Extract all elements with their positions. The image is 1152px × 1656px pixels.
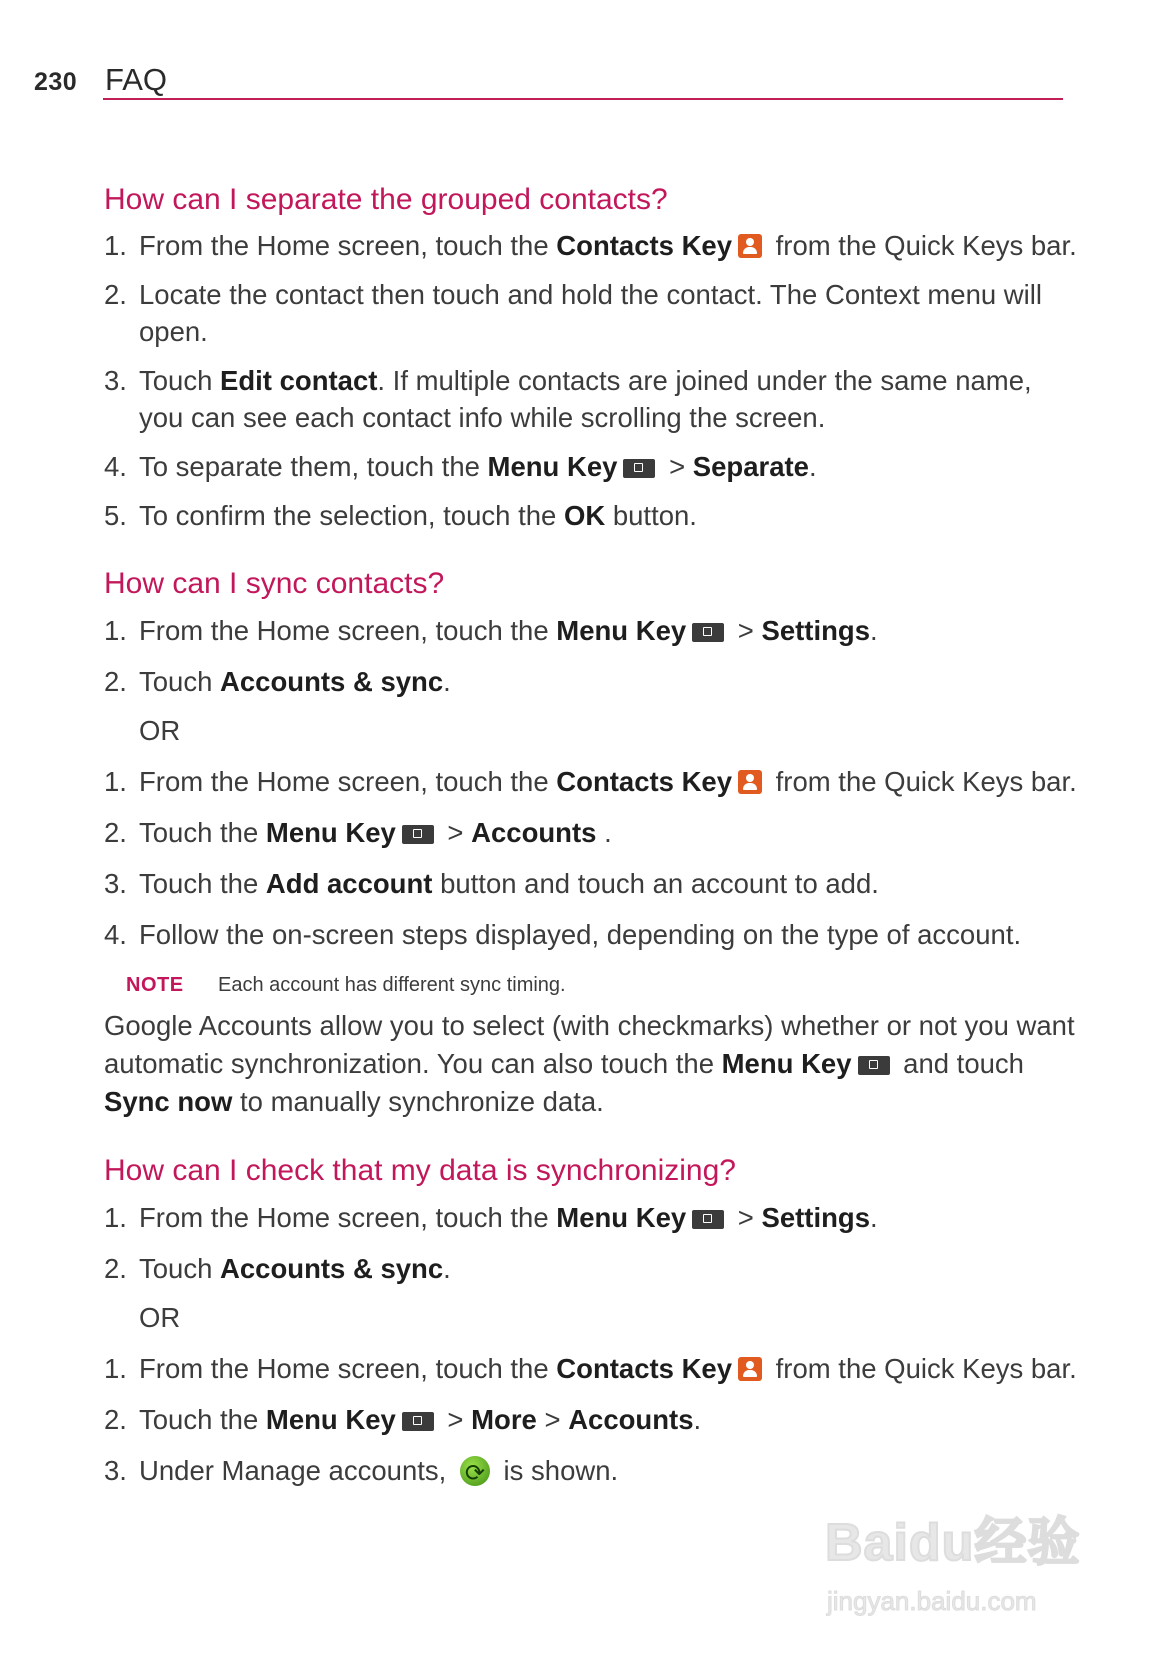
step-item: 1. From the Home screen, touch the Menu Key > Settings. bbox=[104, 615, 878, 646]
contacts-key-icon bbox=[738, 770, 762, 794]
steps-list-alt bbox=[104, 1350, 1079, 1489]
menu-key-icon bbox=[858, 1056, 890, 1075]
section-title: How can I check that my data is synchronizing? bbox=[104, 1154, 736, 1187]
or-separator: OR bbox=[139, 1302, 181, 1333]
step-item: 3. Touch Edit contact. If multiple contacts are joined under the same name, you can see each contact info while scrolling the screen. bbox=[104, 365, 1032, 433]
step-item: 4. To separate them, touch the Menu Key > Separate. bbox=[104, 451, 817, 482]
step-item: 2. Touch Accounts & sync. bbox=[104, 666, 451, 697]
sync-paragraph: Google Accounts allow you to select (with checkmarks) whether or not you want automatic synchronization. You can also touch the Menu Key and touch Sync now to manually synchronize data. bbox=[104, 1010, 1075, 1117]
step-item: 1. From the Home screen, touch the Contacts Key from the Quick Keys bar. bbox=[104, 1353, 1077, 1384]
note-box bbox=[126, 971, 1079, 1001]
watermark bbox=[825, 1500, 1125, 1640]
page-number: 230 bbox=[34, 68, 78, 96]
faq-separate-contacts bbox=[104, 180, 1079, 534]
step-item: 2. Touch Accounts & sync. bbox=[104, 1253, 451, 1284]
menu-key-icon bbox=[692, 623, 724, 642]
menu-key-icon bbox=[692, 1210, 724, 1229]
step-item: 1. From the Home screen, touch the Contacts Key from the Quick Keys bar. bbox=[104, 230, 1077, 261]
sync-icon bbox=[460, 1456, 490, 1486]
watermark-url: jingyan.baidu.com bbox=[827, 1586, 1037, 1616]
step-item: 1. From the Home screen, touch the Contacts Key from the Quick Keys bar. bbox=[104, 766, 1077, 797]
page-header bbox=[34, 60, 1064, 102]
steps-list bbox=[104, 1199, 1079, 1287]
steps-list bbox=[104, 612, 1079, 700]
section-title: How can I sync contacts? bbox=[104, 567, 445, 600]
or-separator: OR bbox=[139, 715, 181, 746]
note-label: NOTE bbox=[126, 974, 184, 996]
watermark-logo: Baidu经验 bbox=[825, 1514, 1081, 1572]
step-item: 5. To confirm the selection, touch the OK button. bbox=[104, 500, 697, 531]
menu-key-icon bbox=[623, 459, 655, 478]
step-item: 3. Under Manage accounts, ⟳ is shown. bbox=[104, 1452, 1079, 1489]
step-item: 1. From the Home screen, touch the Menu Key > Settings. bbox=[104, 1202, 878, 1233]
contacts-key-icon bbox=[738, 234, 762, 258]
chapter-title: FAQ bbox=[105, 62, 168, 97]
steps-list bbox=[104, 227, 1079, 534]
header-rule bbox=[103, 98, 1063, 100]
note-text: Each account has different sync timing. bbox=[218, 974, 566, 996]
faq-check-sync bbox=[104, 1151, 1079, 1489]
step-item: 3. Touch the Add account button and touch an account to add. bbox=[104, 868, 879, 899]
faq-sync-contacts bbox=[104, 564, 1079, 1121]
step-item: 2. Touch the Menu Key > Accounts . bbox=[104, 817, 612, 848]
section-title: How can I separate the grouped contacts? bbox=[104, 183, 668, 216]
step-item: 4. Follow the on-screen steps displayed, depending on the type of account. bbox=[104, 919, 1022, 950]
step-item: 2. Touch the Menu Key > More > Accounts. bbox=[104, 1404, 702, 1435]
steps-list-alt bbox=[104, 763, 1079, 953]
menu-key-icon bbox=[402, 1412, 434, 1431]
menu-key-icon bbox=[402, 825, 434, 844]
faq-content bbox=[104, 180, 1079, 1489]
contacts-key-icon bbox=[738, 1357, 762, 1381]
step-item: 2. Locate the contact then touch and hold the contact. The Context menu will open. bbox=[104, 279, 1042, 347]
